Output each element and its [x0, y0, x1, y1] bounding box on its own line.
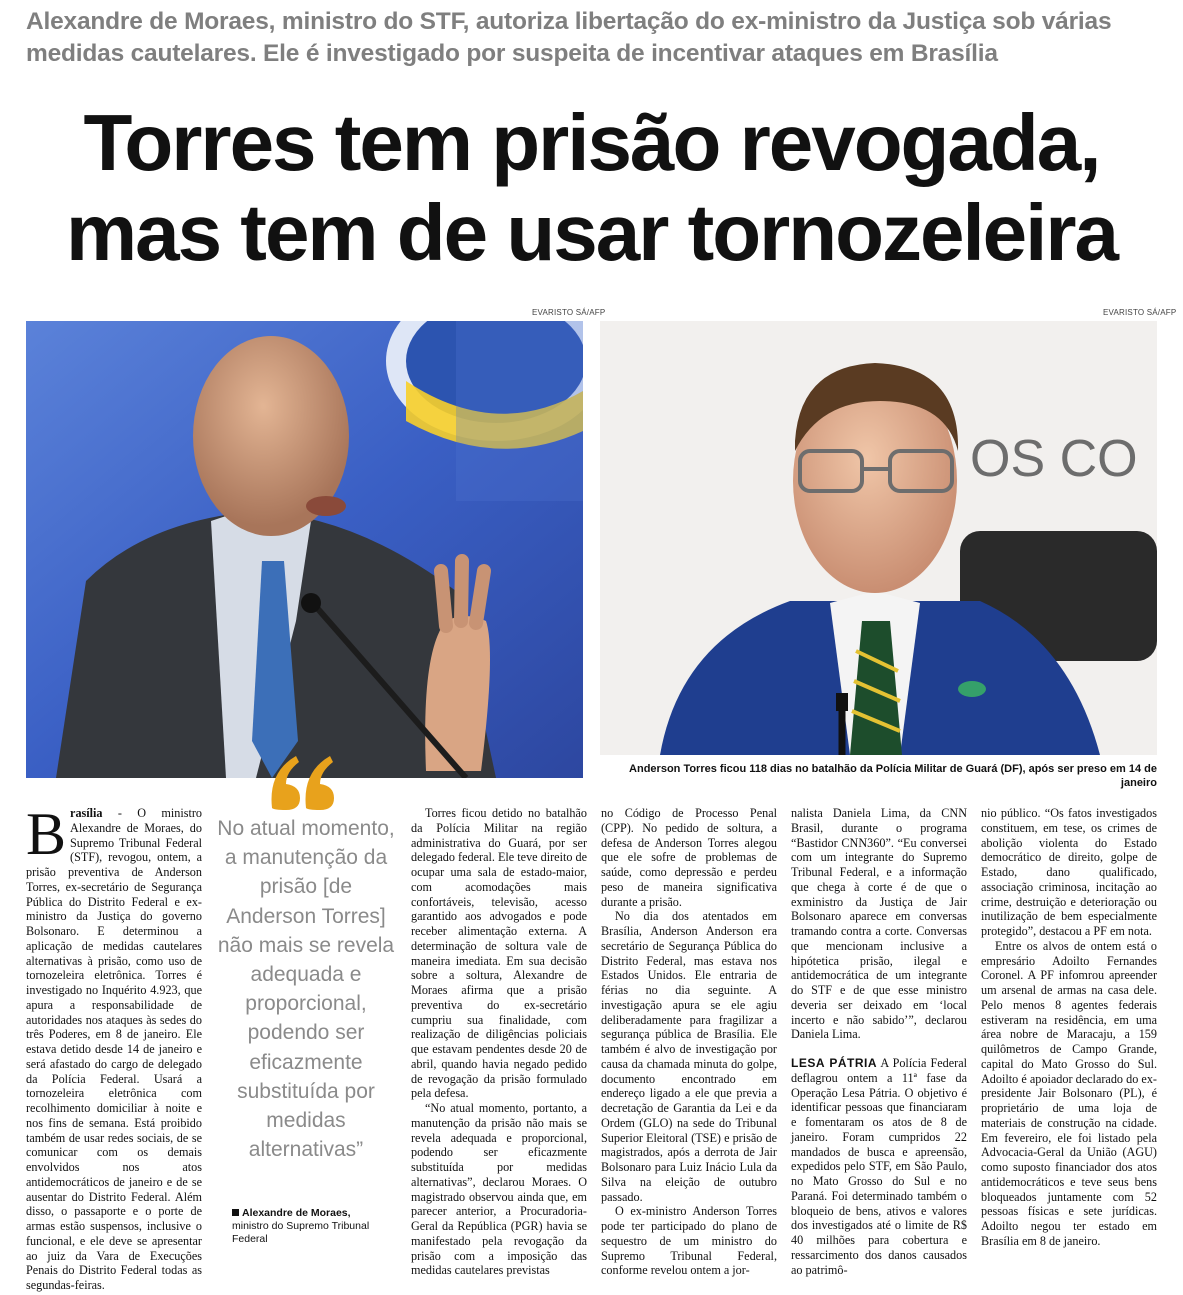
pull-quote-attribution: [232, 1207, 402, 1246]
headline: [0, 98, 1183, 278]
article-column-3: [601, 806, 777, 1278]
article-paragraph: O ex-ministro Anderson Torres pode ter participado do plano de sequestro de um ministro do Supremo Tribunal Federal, conforme revelou ontem a jor-: [601, 1204, 777, 1278]
article-column-5: [981, 806, 1157, 1249]
photo-alexandre-de-moraes: [26, 321, 583, 778]
subheadline: Alexandre de Moraes, ministro do STF, autoriza libertação do ex-ministro da Justiça sob várias medidas cautelares. Ele é investigado por suspeita de incentivar ataques em Brasília: [26, 8, 1112, 67]
photo-anderson-torres: [600, 321, 1157, 755]
pull-quote: No atual momento, a manutenção da prisão [de Anderson Torres] não mais se revela adequada e proporcional, podendo ser eficazmente substituída por medidas alternativas”: [217, 817, 395, 1162]
left-photo-credit: EVARISTO SÁ/AFP: [532, 308, 606, 317]
article-paragraph: nalista Daniela Lima, da CNN Brasil, durante o programa “Bastidor CNN360”. “Eu conversei com um integrante do Supremo Tribunal Federal, e a informação que chega à corte é de que o exministro da Justiça de Jair Bolsonaro aparece em conversas tramando contra a corte. Conversas que mencionam inclusive a hipótetica prisão, ilegal e antidemocrática de um integrante do STF e de que esse ministro deveria ser deixado em ‘local incerto e não sabido’”, declarou Daniela Lima.: [791, 806, 967, 1042]
quote-author-role: ministro do Supremo Tribunal Federal: [232, 1220, 370, 1245]
article-column-4: [791, 806, 967, 1277]
right-photo-credit: EVARISTO SÁ/AFP: [1103, 308, 1177, 317]
dateline: rasília: [70, 806, 103, 820]
quote-author-name: Alexandre de Moraes,: [242, 1207, 351, 1219]
section-heading: LESA PÁTRIA: [791, 1056, 878, 1070]
photo-caption: Anderson Torres ficou 118 dias no batalhão da Polícia Militar de Guará (DF), após ser preso em 14 de janeiro: [629, 763, 1157, 789]
article-paragraph: LESA PÁTRIA A Polícia Federal deflagrou ontem a 11ª fase da Operação Lesa Pátria. O objetivo é identificar pessoas que financiaram e fomentaram os atos de 8 de janeiro. Foram cumpridos 22 mandados de busca e apreensão, expedidos pelo STF, em São Paulo, no Mato Grosso do Sul e no Paraná. Foi determinado também o bloqueio de bens, ativos e valores dos investigados até o limite de R$ 40 milhões para cobertura e ressarcimento dos danos causados ao patrimô-: [791, 1056, 967, 1277]
svg-text:OS CO: OS CO: [970, 430, 1138, 488]
article-paragraph: Entre os alvos de ontem está o empresário Adoilto Fernandes Coronel. A PF infomrou apreender um arsenal de armas na casa dele. Pelo menos 8 agentes federais estiveram na residência, em uma área nobre de Maracaju, a 159 quilômetros de Campo Grande, capital do Mato Grosso do Sul. Adoilto é apoiador declarado do ex-presidente Jair Bolsonaro (PL), é proprietário de uma loja de materiais de construção na cidade. Em fevereiro, ele foi listado pela Advocacia-Geral da União (AGU) como suposto financiador dos atos antidemocráticos e teve seus bens bloqueados juntamente com 52 pessoas físicas e sete jurídicas. Adoilto negou ter estado em Brasília em 8 de janeiro.: [981, 938, 1157, 1248]
headline-line-1: Torres tem prisão revogada,: [83, 98, 1100, 187]
article-column-2: [411, 806, 587, 1278]
bullet-square-icon: [232, 1209, 239, 1216]
article-paragraph: nio público. “Os fatos investigados constituem, em tese, os crimes de abolição violenta do Estado democrático de direito, golpe de Estado, dano qualificado, associação criminosa, incitação ao crime, destruição e deterioração ou inutilização de bem especialmente protegido”, destacou a PF em nota.: [981, 806, 1157, 938]
article-paragraph: no Código de Processo Penal (CPP). No pedido de soltura, a defesa de Anderson Torres alegou que ele sofre de problemas de saúde, como depressão e perdeu peso de maneira significativa durante a prisão.: [601, 806, 777, 909]
drop-cap: B: [26, 801, 67, 867]
article-paragraph: No dia dos atentados em Brasília, Anderson Anderson era secretário de Segurança Pública do Distrito Federal, mas estava nos Estados Unidos. Ele entraria de férias no dia seguinte. A investigação apura se ele agiu deliberadamente para fragilizar a segurança pública de Brasília. Ele também é alvo de investigação por causa da chamada minuta do golpe, documento encontrado em endereço ligado a ele que previa a decretação de Garantia da Lei e da Ordem (GLO) na sede do Tribunal Superior Eleitoral (TSE) e prisão de magistrados, após a derrota de Jair Bolsonaro para Luiz Inácio Lula da Silva na eleição de outubro passado.: [601, 909, 777, 1204]
headline-line-2: mas tem de usar tornozeleira: [65, 188, 1118, 277]
article-paragraph: “No atual momento, portanto, a manutenção da prisão não mais se revela adequada e proporcional, podendo ser eficazmente substituída por medidas alternativas”, declarou Moraes. O magistrado observou ainda que, em parecer anterior, a Procuradoria-Geral da República (PGR) havia se manifestado pela revogação da prisão com a imposição das medidas cautelares previstas: [411, 1101, 587, 1278]
article-paragraph: Torres ficou detido no batalhão da Polícia Militar na região administrativa do Guará, por ser delegado federal. Ele teve direito de ocupar uma sala de estado-maior, com acomodações mais confortáveis, televisão, acesso garantido aos advogados e pode receber alimentação externa. A determinação de soltura vale de maneira imediata. Em sua decisão sobre a soltura, Alexandre de Moraes afirma que a prisão preventiva do ex-secretário cumpriu sua finalidade, com realização de diligências policiais que estavam pendentes desde 20 de abril, quando havia negado pedido de revogação da prisão formulado pela defesa.: [411, 806, 587, 1101]
article-paragraph: Brasília - O ministro Alexandre de Moraes, do Supremo Tribunal Federal (STF), revogou, ontem, a prisão preventiva de Anderson Torres, ex-secretário de Segurança Pública do Distrito Federal e ex-ministro da Justiça do governo Bolsonaro. E determinou a aplicação de medidas cautelares alternativas à prisão, como uso de tornozeleira eletrônica. Torres é investigado no Inquérito 4.923, que apura a responsabilidade de autoridades nos ataques às sedes do três Poderes, em 8 de janeiro. Ele estava detido desde 14 de janeiro e será afastado do cargo de delegado da Polícia Federal. Usará a tornozeleira eletrônica com recolhimento domiciliar à noite e nos fins de semana. Está proibido também de usar redes sociais, de se comunicar com os demais envolvidos nos atos antidemocráticos de janeiro e de se ausentar do Distrito Federal. Além disso, o passaporte e o porte de armas estão suspensos, inclusive o funcional, e ele deve se apresentar ao juiz da Vara de Execuções Penais do Distrito Federal todas as segundas-feiras.: [26, 801, 202, 1292]
article-column-1: [26, 801, 202, 1293]
quote-mark-icon: [268, 752, 338, 812]
